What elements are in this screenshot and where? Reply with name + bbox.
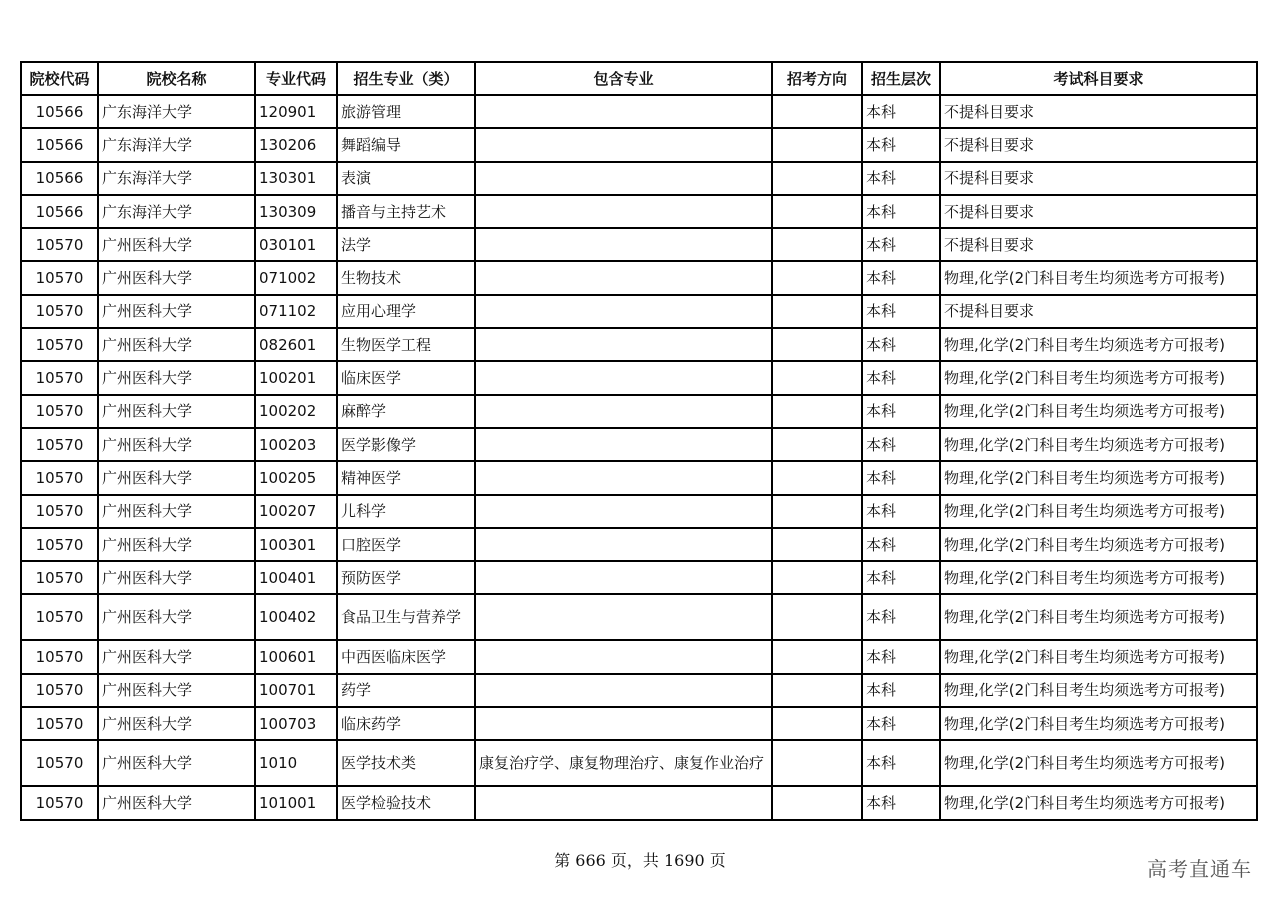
major-name-cell: 临床医学	[337, 361, 475, 394]
direction-cell	[772, 128, 862, 161]
level-cell: 本科	[862, 674, 940, 707]
major-name-cell: 精神医学	[337, 461, 475, 494]
direction-cell	[772, 461, 862, 494]
subject-requirement-cell: 不提科目要求	[940, 295, 1257, 328]
subject-requirement-cell: 物理,化学(2门科目考生均须选考方可报考)	[940, 740, 1257, 786]
major-name-cell: 播音与主持艺术	[337, 195, 475, 228]
major-name-cell: 应用心理学	[337, 295, 475, 328]
subject-requirement-cell: 不提科目要求	[940, 95, 1257, 128]
subject-requirement-cell: 不提科目要求	[940, 228, 1257, 261]
level-cell: 本科	[862, 707, 940, 740]
major-code-cell: 100701	[255, 674, 337, 707]
major-code-cell: 100402	[255, 594, 337, 640]
direction-cell	[772, 361, 862, 394]
included-majors-cell	[475, 295, 772, 328]
table-row	[21, 707, 1257, 740]
included-majors-cell	[475, 195, 772, 228]
subject-requirement-cell: 不提科目要求	[940, 195, 1257, 228]
major-code-cell: 130206	[255, 128, 337, 161]
school-code-cell: 10570	[21, 228, 98, 261]
included-majors-cell	[475, 561, 772, 594]
subject-requirement-cell: 物理,化学(2门科目考生均须选考方可报考)	[940, 674, 1257, 707]
major-name-cell: 口腔医学	[337, 528, 475, 561]
major-code-cell: 100203	[255, 428, 337, 461]
subject-requirement-cell: 物理,化学(2门科目考生均须选考方可报考)	[940, 707, 1257, 740]
school-name-cell: 广州医科大学	[98, 361, 255, 394]
header-cell: 招生层次	[862, 62, 940, 95]
direction-cell	[772, 295, 862, 328]
included-majors-cell	[475, 786, 772, 819]
included-majors-cell	[475, 128, 772, 161]
major-code-cell: 100201	[255, 361, 337, 394]
direction-cell	[772, 594, 862, 640]
school-code-cell: 10570	[21, 561, 98, 594]
watermark-logo: 高考直通车	[1147, 857, 1252, 881]
major-code-cell: 071102	[255, 295, 337, 328]
major-name-cell: 医学影像学	[337, 428, 475, 461]
level-cell: 本科	[862, 740, 940, 786]
table-row	[21, 95, 1257, 128]
major-name-cell: 麻醉学	[337, 395, 475, 428]
direction-cell	[772, 195, 862, 228]
enrollment-table-container	[20, 61, 1256, 821]
school-name-cell: 广州医科大学	[98, 228, 255, 261]
major-name-cell: 生物医学工程	[337, 328, 475, 361]
major-name-cell: 食品卫生与营养学	[337, 594, 475, 640]
major-code-cell: 030101	[255, 228, 337, 261]
header-cell: 院校名称	[98, 62, 255, 95]
major-code-cell: 101001	[255, 786, 337, 819]
table-row	[21, 228, 1257, 261]
school-name-cell: 广州医科大学	[98, 428, 255, 461]
major-name-cell: 医学技术类	[337, 740, 475, 786]
subject-requirement-cell: 物理,化学(2门科目考生均须选考方可报考)	[940, 640, 1257, 673]
header-cell: 专业代码	[255, 62, 337, 95]
table-row	[21, 640, 1257, 673]
school-code-cell: 10566	[21, 95, 98, 128]
table-row	[21, 261, 1257, 294]
major-code-cell: 100202	[255, 395, 337, 428]
table-row	[21, 128, 1257, 161]
major-name-cell: 临床药学	[337, 707, 475, 740]
major-code-cell: 071002	[255, 261, 337, 294]
subject-requirement-cell: 物理,化学(2门科目考生均须选考方可报考)	[940, 594, 1257, 640]
school-code-cell: 10570	[21, 528, 98, 561]
direction-cell	[772, 228, 862, 261]
school-name-cell: 广州医科大学	[98, 461, 255, 494]
school-name-cell: 广州医科大学	[98, 740, 255, 786]
school-name-cell: 广州医科大学	[98, 495, 255, 528]
included-majors-cell	[475, 95, 772, 128]
school-code-cell: 10570	[21, 395, 98, 428]
table-row	[21, 162, 1257, 195]
level-cell: 本科	[862, 162, 940, 195]
school-code-cell: 10570	[21, 786, 98, 819]
level-cell: 本科	[862, 594, 940, 640]
school-name-cell: 广州医科大学	[98, 395, 255, 428]
major-code-cell: 100401	[255, 561, 337, 594]
included-majors-cell	[475, 674, 772, 707]
school-code-cell: 10566	[21, 195, 98, 228]
direction-cell	[772, 740, 862, 786]
table-row	[21, 786, 1257, 819]
included-majors-cell	[475, 328, 772, 361]
level-cell: 本科	[862, 361, 940, 394]
header-cell: 招生专业（类）	[337, 62, 475, 95]
major-code-cell: 082601	[255, 328, 337, 361]
school-name-cell: 广州医科大学	[98, 561, 255, 594]
included-majors-cell	[475, 228, 772, 261]
school-code-cell: 10570	[21, 640, 98, 673]
school-code-cell: 10570	[21, 361, 98, 394]
subject-requirement-cell: 物理,化学(2门科目考生均须选考方可报考)	[940, 328, 1257, 361]
school-name-cell: 广东海洋大学	[98, 162, 255, 195]
header-cell: 招考方向	[772, 62, 862, 95]
table-row	[21, 495, 1257, 528]
table-row	[21, 395, 1257, 428]
level-cell: 本科	[862, 495, 940, 528]
header-cell: 院校代码	[21, 62, 98, 95]
school-code-cell: 10566	[21, 128, 98, 161]
direction-cell	[772, 428, 862, 461]
level-cell: 本科	[862, 195, 940, 228]
level-cell: 本科	[862, 461, 940, 494]
subject-requirement-cell: 物理,化学(2门科目考生均须选考方可报考)	[940, 495, 1257, 528]
direction-cell	[772, 395, 862, 428]
major-code-cell: 100207	[255, 495, 337, 528]
school-name-cell: 广州医科大学	[98, 295, 255, 328]
school-code-cell: 10570	[21, 495, 98, 528]
school-code-cell: 10570	[21, 428, 98, 461]
major-code-cell: 130309	[255, 195, 337, 228]
subject-requirement-cell: 物理,化学(2门科目考生均须选考方可报考)	[940, 461, 1257, 494]
included-majors-cell	[475, 528, 772, 561]
school-name-cell: 广东海洋大学	[98, 95, 255, 128]
direction-cell	[772, 674, 862, 707]
included-majors-cell	[475, 495, 772, 528]
included-majors-cell	[475, 261, 772, 294]
major-name-cell: 表演	[337, 162, 475, 195]
included-majors-cell	[475, 428, 772, 461]
major-code-cell: 130301	[255, 162, 337, 195]
included-majors-cell: 康复治疗学、康复物理治疗、康复作业治疗	[475, 740, 772, 786]
school-code-cell: 10570	[21, 707, 98, 740]
school-name-cell: 广州医科大学	[98, 707, 255, 740]
included-majors-cell	[475, 162, 772, 195]
level-cell: 本科	[862, 395, 940, 428]
school-code-cell: 10570	[21, 461, 98, 494]
table-row	[21, 428, 1257, 461]
direction-cell	[772, 261, 862, 294]
included-majors-cell	[475, 461, 772, 494]
subject-requirement-cell: 物理,化学(2门科目考生均须选考方可报考)	[940, 395, 1257, 428]
major-code-cell: 100205	[255, 461, 337, 494]
table-row	[21, 461, 1257, 494]
school-name-cell: 广州医科大学	[98, 594, 255, 640]
level-cell: 本科	[862, 640, 940, 673]
header-cell: 考试科目要求	[940, 62, 1257, 95]
major-code-cell: 100301	[255, 528, 337, 561]
subject-requirement-cell: 不提科目要求	[940, 128, 1257, 161]
level-cell: 本科	[862, 786, 940, 819]
level-cell: 本科	[862, 228, 940, 261]
table-body	[21, 95, 1257, 820]
direction-cell	[772, 561, 862, 594]
included-majors-cell	[475, 594, 772, 640]
table-row	[21, 295, 1257, 328]
major-name-cell: 药学	[337, 674, 475, 707]
enrollment-table	[20, 61, 1258, 821]
level-cell: 本科	[862, 328, 940, 361]
subject-requirement-cell: 物理,化学(2门科目考生均须选考方可报考)	[940, 561, 1257, 594]
direction-cell	[772, 328, 862, 361]
major-code-cell: 1010	[255, 740, 337, 786]
school-name-cell: 广州医科大学	[98, 640, 255, 673]
major-code-cell: 120901	[255, 95, 337, 128]
school-code-cell: 10566	[21, 162, 98, 195]
level-cell: 本科	[862, 261, 940, 294]
school-name-cell: 广东海洋大学	[98, 195, 255, 228]
school-code-cell: 10570	[21, 328, 98, 361]
subject-requirement-cell: 物理,化学(2门科目考生均须选考方可报考)	[940, 786, 1257, 819]
level-cell: 本科	[862, 528, 940, 561]
level-cell: 本科	[862, 428, 940, 461]
subject-requirement-cell: 不提科目要求	[940, 162, 1257, 195]
direction-cell	[772, 95, 862, 128]
direction-cell	[772, 495, 862, 528]
school-code-cell: 10570	[21, 295, 98, 328]
table-row	[21, 674, 1257, 707]
subject-requirement-cell: 物理,化学(2门科目考生均须选考方可报考)	[940, 528, 1257, 561]
table-row	[21, 561, 1257, 594]
level-cell: 本科	[862, 295, 940, 328]
level-cell: 本科	[862, 95, 940, 128]
direction-cell	[772, 640, 862, 673]
major-name-cell: 法学	[337, 228, 475, 261]
header-cell: 包含专业	[475, 62, 772, 95]
major-name-cell: 预防医学	[337, 561, 475, 594]
major-code-cell: 100601	[255, 640, 337, 673]
school-code-cell: 10570	[21, 594, 98, 640]
major-name-cell: 儿科学	[337, 495, 475, 528]
school-name-cell: 广州医科大学	[98, 328, 255, 361]
subject-requirement-cell: 物理,化学(2门科目考生均须选考方可报考)	[940, 428, 1257, 461]
table-row	[21, 328, 1257, 361]
direction-cell	[772, 528, 862, 561]
major-name-cell: 中西医临床医学	[337, 640, 475, 673]
included-majors-cell	[475, 361, 772, 394]
school-code-cell: 10570	[21, 674, 98, 707]
level-cell: 本科	[862, 128, 940, 161]
page-number: 第 666 页，共 1690 页	[554, 851, 726, 870]
major-code-cell: 100703	[255, 707, 337, 740]
school-code-cell: 10570	[21, 740, 98, 786]
included-majors-cell	[475, 640, 772, 673]
subject-requirement-cell: 物理,化学(2门科目考生均须选考方可报考)	[940, 261, 1257, 294]
major-name-cell: 舞蹈编导	[337, 128, 475, 161]
direction-cell	[772, 162, 862, 195]
table-row	[21, 740, 1257, 786]
included-majors-cell	[475, 395, 772, 428]
school-name-cell: 广州医科大学	[98, 528, 255, 561]
major-name-cell: 旅游管理	[337, 95, 475, 128]
school-name-cell: 广州医科大学	[98, 674, 255, 707]
direction-cell	[772, 707, 862, 740]
table-row	[21, 361, 1257, 394]
major-name-cell: 医学检验技术	[337, 786, 475, 819]
school-name-cell: 广东海洋大学	[98, 128, 255, 161]
level-cell: 本科	[862, 561, 940, 594]
direction-cell	[772, 786, 862, 819]
school-name-cell: 广州医科大学	[98, 261, 255, 294]
table-row	[21, 594, 1257, 640]
included-majors-cell	[475, 707, 772, 740]
school-name-cell: 广州医科大学	[98, 786, 255, 819]
subject-requirement-cell: 物理,化学(2门科目考生均须选考方可报考)	[940, 361, 1257, 394]
major-name-cell: 生物技术	[337, 261, 475, 294]
table-row	[21, 195, 1257, 228]
school-code-cell: 10570	[21, 261, 98, 294]
table-row	[21, 528, 1257, 561]
header-row	[21, 62, 1257, 95]
